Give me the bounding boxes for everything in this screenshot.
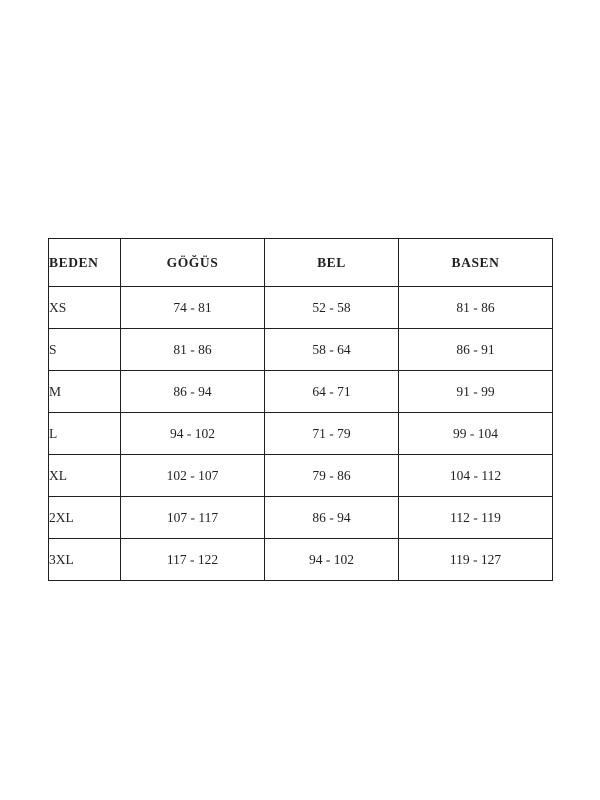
cell-basen: 86 - 91 — [399, 329, 553, 371]
cell-size: XL — [49, 455, 121, 497]
cell-size: 2XL — [49, 497, 121, 539]
cell-bel: 52 - 58 — [265, 287, 399, 329]
cell-bel: 58 - 64 — [265, 329, 399, 371]
cell-size: M — [49, 371, 121, 413]
cell-gogus: 117 - 122 — [121, 539, 265, 581]
cell-basen: 112 - 119 — [399, 497, 553, 539]
table-header-row — [49, 239, 553, 287]
cell-gogus: 86 - 94 — [121, 371, 265, 413]
column-header-gogus: GÖĞÜS — [121, 239, 265, 287]
cell-gogus: 94 - 102 — [121, 413, 265, 455]
cell-basen: 81 - 86 — [399, 287, 553, 329]
cell-size: S — [49, 329, 121, 371]
cell-gogus: 107 - 117 — [121, 497, 265, 539]
table-row — [49, 371, 553, 413]
cell-gogus: 81 - 86 — [121, 329, 265, 371]
cell-size: XS — [49, 287, 121, 329]
cell-bel: 64 - 71 — [265, 371, 399, 413]
table-row — [49, 329, 553, 371]
cell-size: L — [49, 413, 121, 455]
cell-bel: 71 - 79 — [265, 413, 399, 455]
cell-gogus: 74 - 81 — [121, 287, 265, 329]
table-row — [49, 413, 553, 455]
cell-bel: 79 - 86 — [265, 455, 399, 497]
cell-size: 3XL — [49, 539, 121, 581]
size-chart-table — [48, 238, 553, 581]
column-header-beden: BEDEN — [49, 239, 121, 287]
cell-basen: 99 - 104 — [399, 413, 553, 455]
size-chart-table-wrapper — [48, 238, 552, 581]
cell-bel: 94 - 102 — [265, 539, 399, 581]
table-row — [49, 497, 553, 539]
table-row — [49, 539, 553, 581]
column-header-bel: BEL — [265, 239, 399, 287]
cell-basen: 104 - 112 — [399, 455, 553, 497]
table-header — [49, 239, 553, 287]
cell-bel: 86 - 94 — [265, 497, 399, 539]
cell-basen: 119 - 127 — [399, 539, 553, 581]
column-header-basen: BASEN — [399, 239, 553, 287]
table-row — [49, 455, 553, 497]
cell-basen: 91 - 99 — [399, 371, 553, 413]
table-body — [49, 287, 553, 581]
table-row — [49, 287, 553, 329]
cell-gogus: 102 - 107 — [121, 455, 265, 497]
